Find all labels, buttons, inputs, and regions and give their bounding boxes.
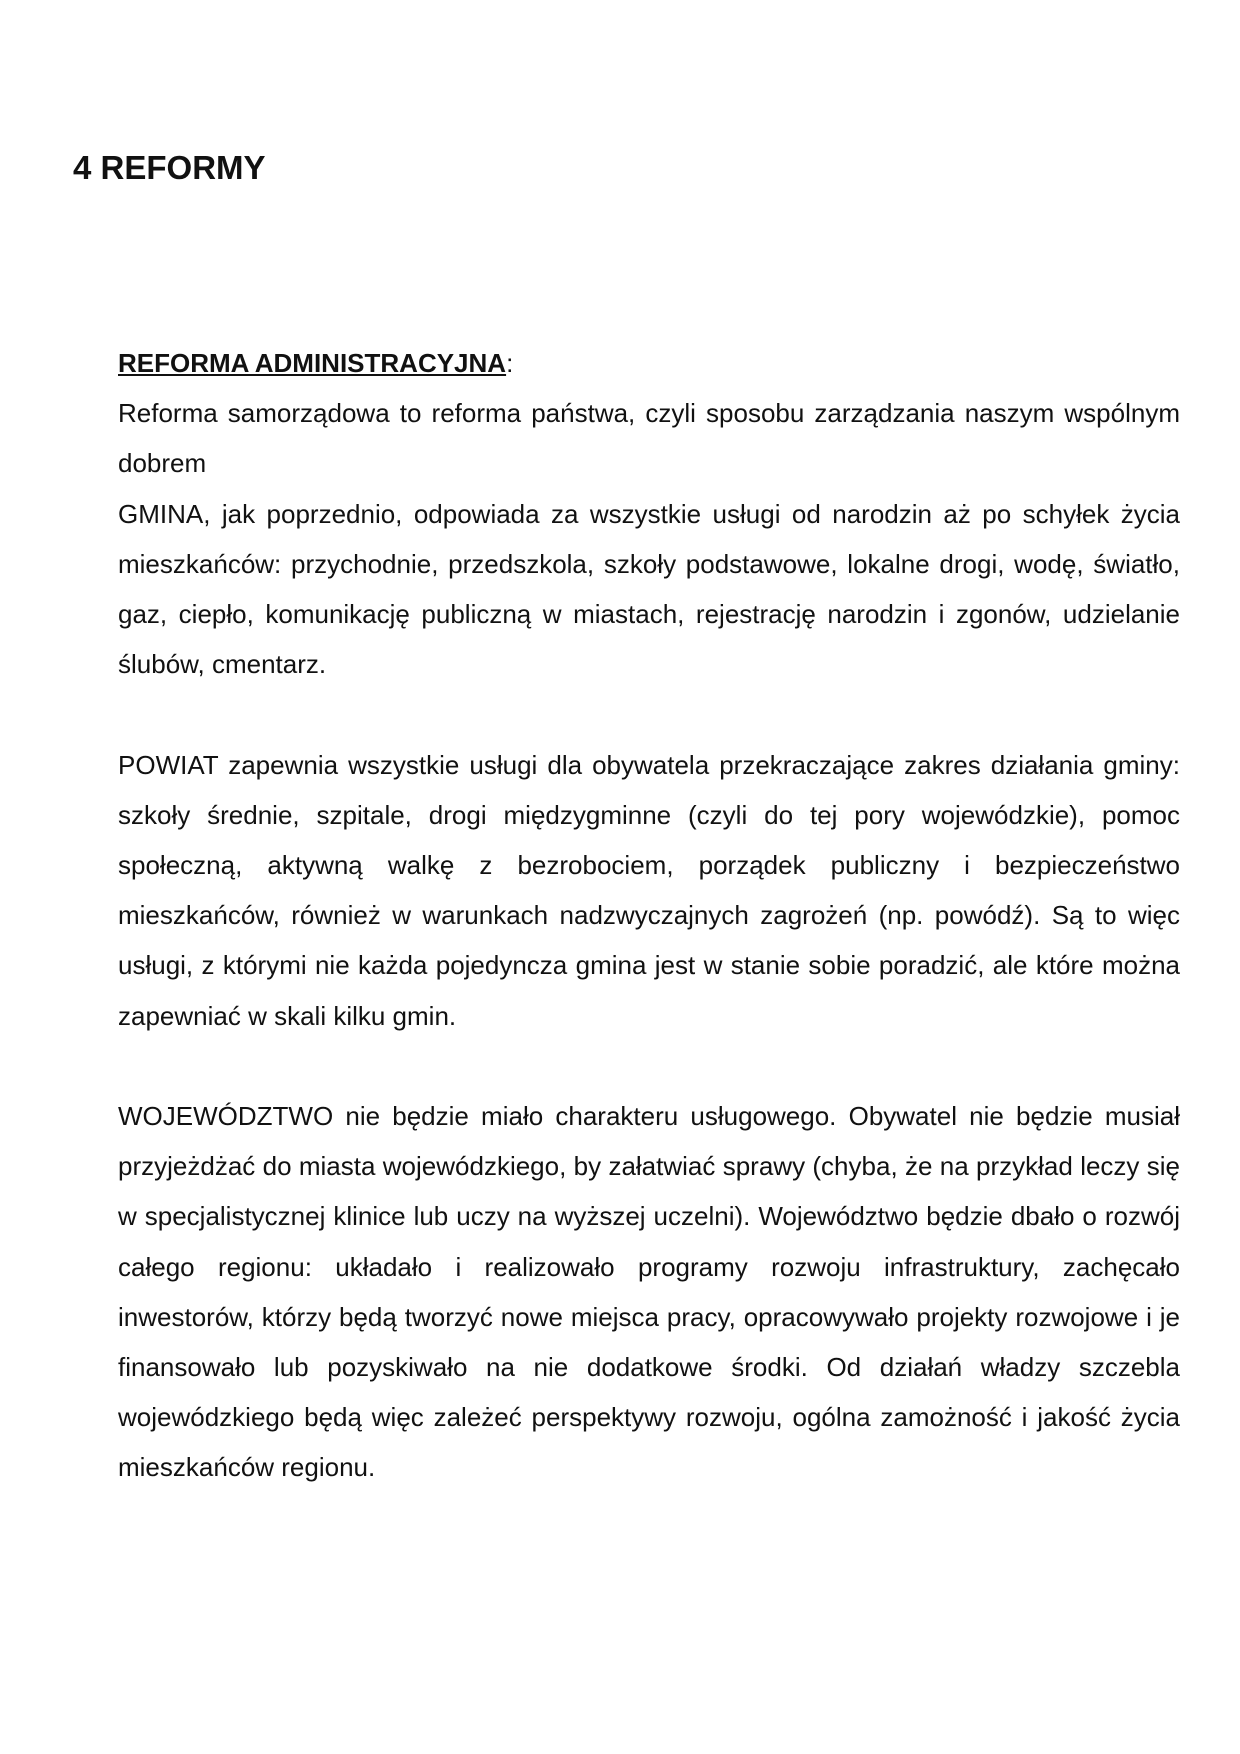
paragraph-intro: Reforma samorządowa to reforma państwa, czyli sposobu zarządzania naszym wspólnym dobrem	[118, 398, 1180, 479]
chapter-title: 4 REFORMY	[73, 149, 266, 186]
paragraph-spacer	[118, 1041, 1180, 1091]
paragraph-powiat: POWIAT zapewnia wszystkie usługi dla obywatela przekraczające zakres działania gminy: szkoły średnie, szpitale, drogi międzygminne (czyli do tej pory wojewódzkie), pomoc społeczną, aktywną walkę z bezrobociem, porządek publiczny i bezpieczeństwo mieszkańców, również w warunkach nadzwyczajnych zagrożeń (np. powódź). Są to więc usługi, z którymi nie każda pojedyncza gmina jest w stanie sobie poradzić, ale które można zapewniać w skali kilku gmin.	[118, 749, 1180, 1031]
paragraph-gmina: GMINA, jak poprzednio, odpowiada za wszystkie usługi od narodzin aż po schyłek życia mieszkańców: przychodnie, przedszkola, szkoły podstawowe, lokalne drogi, wodę, światło, gaz, ciepło, komunikację publiczną w miastach, rejestrację narodzin i zgonów, udzielanie ślubów, cmentarz.	[118, 498, 1180, 680]
section-heading-text: REFORMA ADMINISTRACYJNA	[118, 348, 507, 378]
paragraph-wojewodztwo: WOJEWÓDZTWO nie będzie miało charakteru usługowego. Obywatel nie będzie musiał przyjeżdżać do miasta wojewódzkiego, by załatwiać sprawy (chyba, że na przykład leczy się w specjalistycznej klinice lub uczy na wyższej uczelni). Województwo będzie dbało o rozwój całego regionu: układało i realizowało programy rozwoju infrastruktury, zachęcało inwestorów, którzy będą tworzyć nowe miejsca pracy, opracowywało projekty rozwojowe i je finansowało lub pozyskiwało na nie dodatkowe środki. Od działań władzy szczebla wojewódzkiego będą więc zależeć perspektywy rozwoju, ogólna zamożność i jakość życia mieszkańców regionu.	[118, 1101, 1180, 1483]
document-body	[118, 338, 1180, 1493]
paragraph-spacer	[118, 689, 1180, 739]
section-heading-colon: :	[506, 348, 514, 378]
section-heading	[118, 338, 1180, 388]
